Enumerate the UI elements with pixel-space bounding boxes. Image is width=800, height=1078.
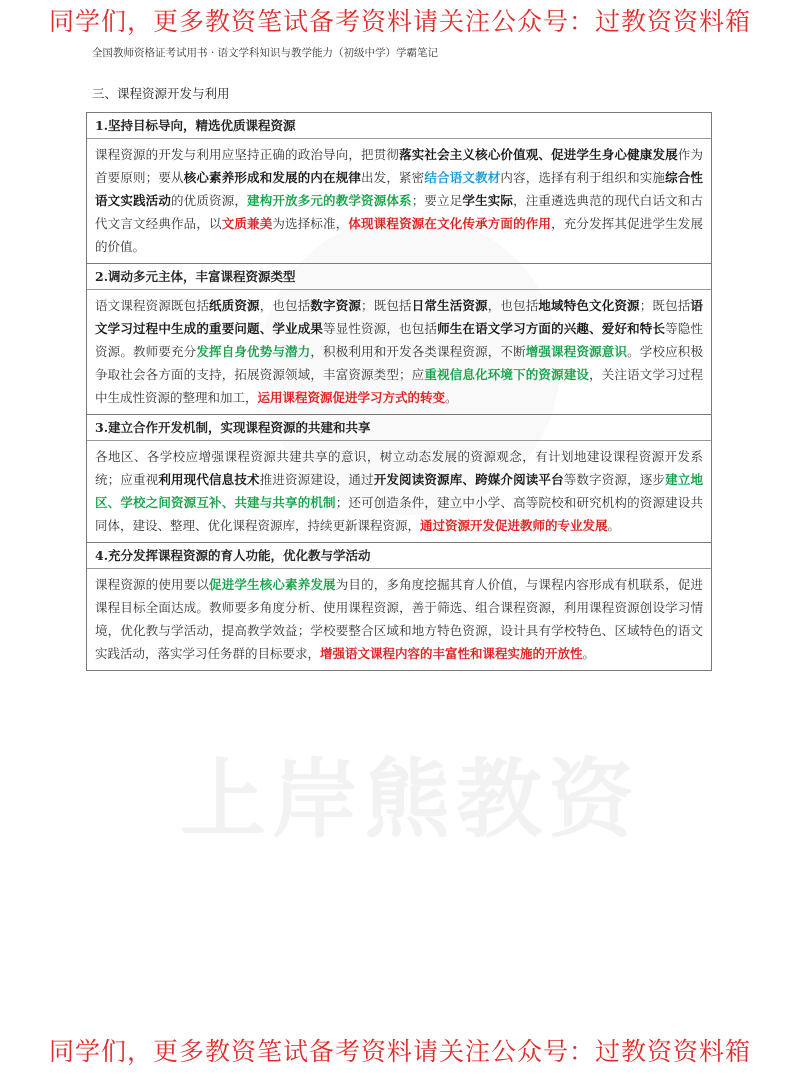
highlighted-phrase: 日常生活资源 [411, 298, 488, 313]
highlighted-phrase: 落实社会主义核心价值观、促进学生身心健康发展 [399, 147, 678, 162]
highlighted-phrase: 结合语文教材 [424, 170, 501, 185]
book-subtitle: 全国教师资格证考试用书 · 语文学科知识与教学能力（初级中学）学霸笔记 [92, 47, 439, 59]
text-segment: 等显性资源，也包括 [323, 321, 438, 336]
highlighted-phrase: 开发阅读资源库、跨媒介阅读平台 [373, 472, 564, 487]
text-segment: 内容，选择有利于组织和实施 [500, 170, 666, 185]
highlighted-phrase: 重视信息化环境下的资源建设 [424, 367, 590, 382]
highlighted-phrase: 学生实际 [462, 193, 514, 208]
highlighted-phrase: 通过资源开发促进教师的专业发展 [420, 518, 608, 533]
promo-banner-top: 同学们，更多教资笔试备考资料请关注公众号：过教资资料箱 [48, 7, 751, 36]
highlighted-phrase: 语文学习过程中生成的重要问题、学业成果 [95, 298, 703, 336]
text-segment: ，也包括 [259, 298, 311, 313]
highlighted-phrase: 建立地区、学校之间资源互补、共建与共享的机制 [95, 472, 703, 510]
highlighted-phrase: 增强语文课程内容的丰富性和课程实施的开放性 [320, 646, 583, 661]
text-segment: 。 [607, 518, 621, 533]
row-content [87, 569, 711, 670]
text-segment: 。 [582, 646, 596, 661]
text-segment: ；既包括 [361, 298, 412, 313]
promo-banner-bottom: 同学们，更多教资笔试备考资料请关注公众号：过教资资料箱 [48, 1037, 751, 1066]
text-segment: 为选择标准， [272, 216, 349, 231]
highlighted-phrase: 增强课程资源意识 [525, 344, 628, 359]
text-segment: 课程资源的使用要以 [95, 577, 210, 592]
text-segment: 的优质资源， [171, 193, 248, 208]
row-heading: 3.建立合作开发机制，实现课程资源的共建和共享 [87, 415, 711, 441]
text-segment: ；要立足 [411, 193, 463, 208]
highlighted-phrase: 运用课程资源促进学习方式的转变 [257, 390, 446, 405]
text-segment: 。 [445, 390, 458, 405]
row-heading: 2.调动多元主体，丰富课程资源类型 [87, 264, 711, 290]
row-content [87, 290, 711, 415]
row-heading: 4.充分发挥课程资源的育人功能，优化教与学活动 [87, 543, 711, 569]
highlighted-phrase: 发挥自身优势与潜力 [196, 344, 311, 359]
highlighted-phrase: 核心素养形成和发展的内在规律 [183, 170, 362, 185]
text-segment: ，充分发挥其促进学生发展的价值。 [95, 216, 703, 254]
highlighted-phrase: 师生在语文学习方面的兴趣、爱好和特长 [437, 321, 666, 336]
row-content [87, 441, 711, 543]
highlighted-phrase: 数字资源 [310, 298, 362, 313]
row-heading: 1.坚持目标导向，精选优质课程资源 [87, 113, 711, 139]
text-segment: ，也包括 [487, 298, 539, 313]
highlighted-phrase: 利用现代信息技术 [158, 472, 260, 487]
text-segment: 作为首要原则；要从 [95, 147, 703, 185]
highlighted-phrase: 体现课程资源在文化传承方面的作用 [348, 216, 552, 231]
text-segment: ；既包括 [639, 298, 691, 313]
text-segment: ，积极利用和开发各类课程资源，不断 [310, 344, 526, 359]
text-segment: ；还可创造条件，建立中小学、高等院校和研究机构的资源建设共同体，建设、整理、优化课程资源库，持续更新课程资源， [95, 495, 703, 533]
brand-watermark: 上岸熊教资 [180, 750, 640, 850]
highlighted-phrase: 地域特色文化资源 [538, 298, 640, 313]
highlighted-phrase: 促进学生核心素养发展 [209, 577, 336, 592]
text-segment: ，注重遴选典范的现代白话文和古代文言文经典作品，以 [95, 193, 703, 231]
highlighted-phrase: 纸质资源 [209, 298, 260, 313]
highlighted-phrase: 建构开放多元的教学资源体系 [247, 193, 412, 208]
text-segment: 出发，紧密 [361, 170, 425, 185]
notes-table [86, 112, 712, 671]
text-segment: 等隐性资源。教师要充分 [95, 321, 703, 359]
text-segment: 各地区、各学校应增强课程资源共建共享的意识，树立动态发展的资源观念，有计划地建设课程资源开发系统；应重视 [95, 449, 703, 487]
row-content [87, 139, 711, 264]
text-segment: 等数字资源，逐步 [563, 472, 666, 487]
highlighted-phrase: 文质兼美 [221, 216, 273, 231]
text-segment: 语文课程资源既包括 [95, 298, 210, 313]
text-segment: 为目的，多角度挖掘其育人价值，与课程内容形成有机联系，促进课程目标全面达成。教师要多角度分析、使用课程资源，善于筛选、组合课程资源，利用课程资源创设学习情境，优化教与学活动，提高教学效益；学校要整合区域和地方特色资源，设计具有学校特色、区域特色的语文实践活动，落实学习任务群的目标要求， [95, 577, 703, 661]
section-title: 三、课程资源开发与利用 [92, 86, 230, 101]
text-segment: 课程资源的开发与利用应坚持正确的政治导向，把贯彻 [95, 147, 400, 162]
text-segment: 推进资源建设，通过 [259, 472, 374, 487]
text-segment: ，关注语文学习过程中生成性资源的整理和加工， [95, 367, 703, 405]
highlighted-phrase: 综合性语文实践活动 [95, 170, 703, 208]
text-segment: 。学校应积极争取社会各方面的支持，拓展资源领域，丰富资源类型；应 [95, 344, 703, 382]
